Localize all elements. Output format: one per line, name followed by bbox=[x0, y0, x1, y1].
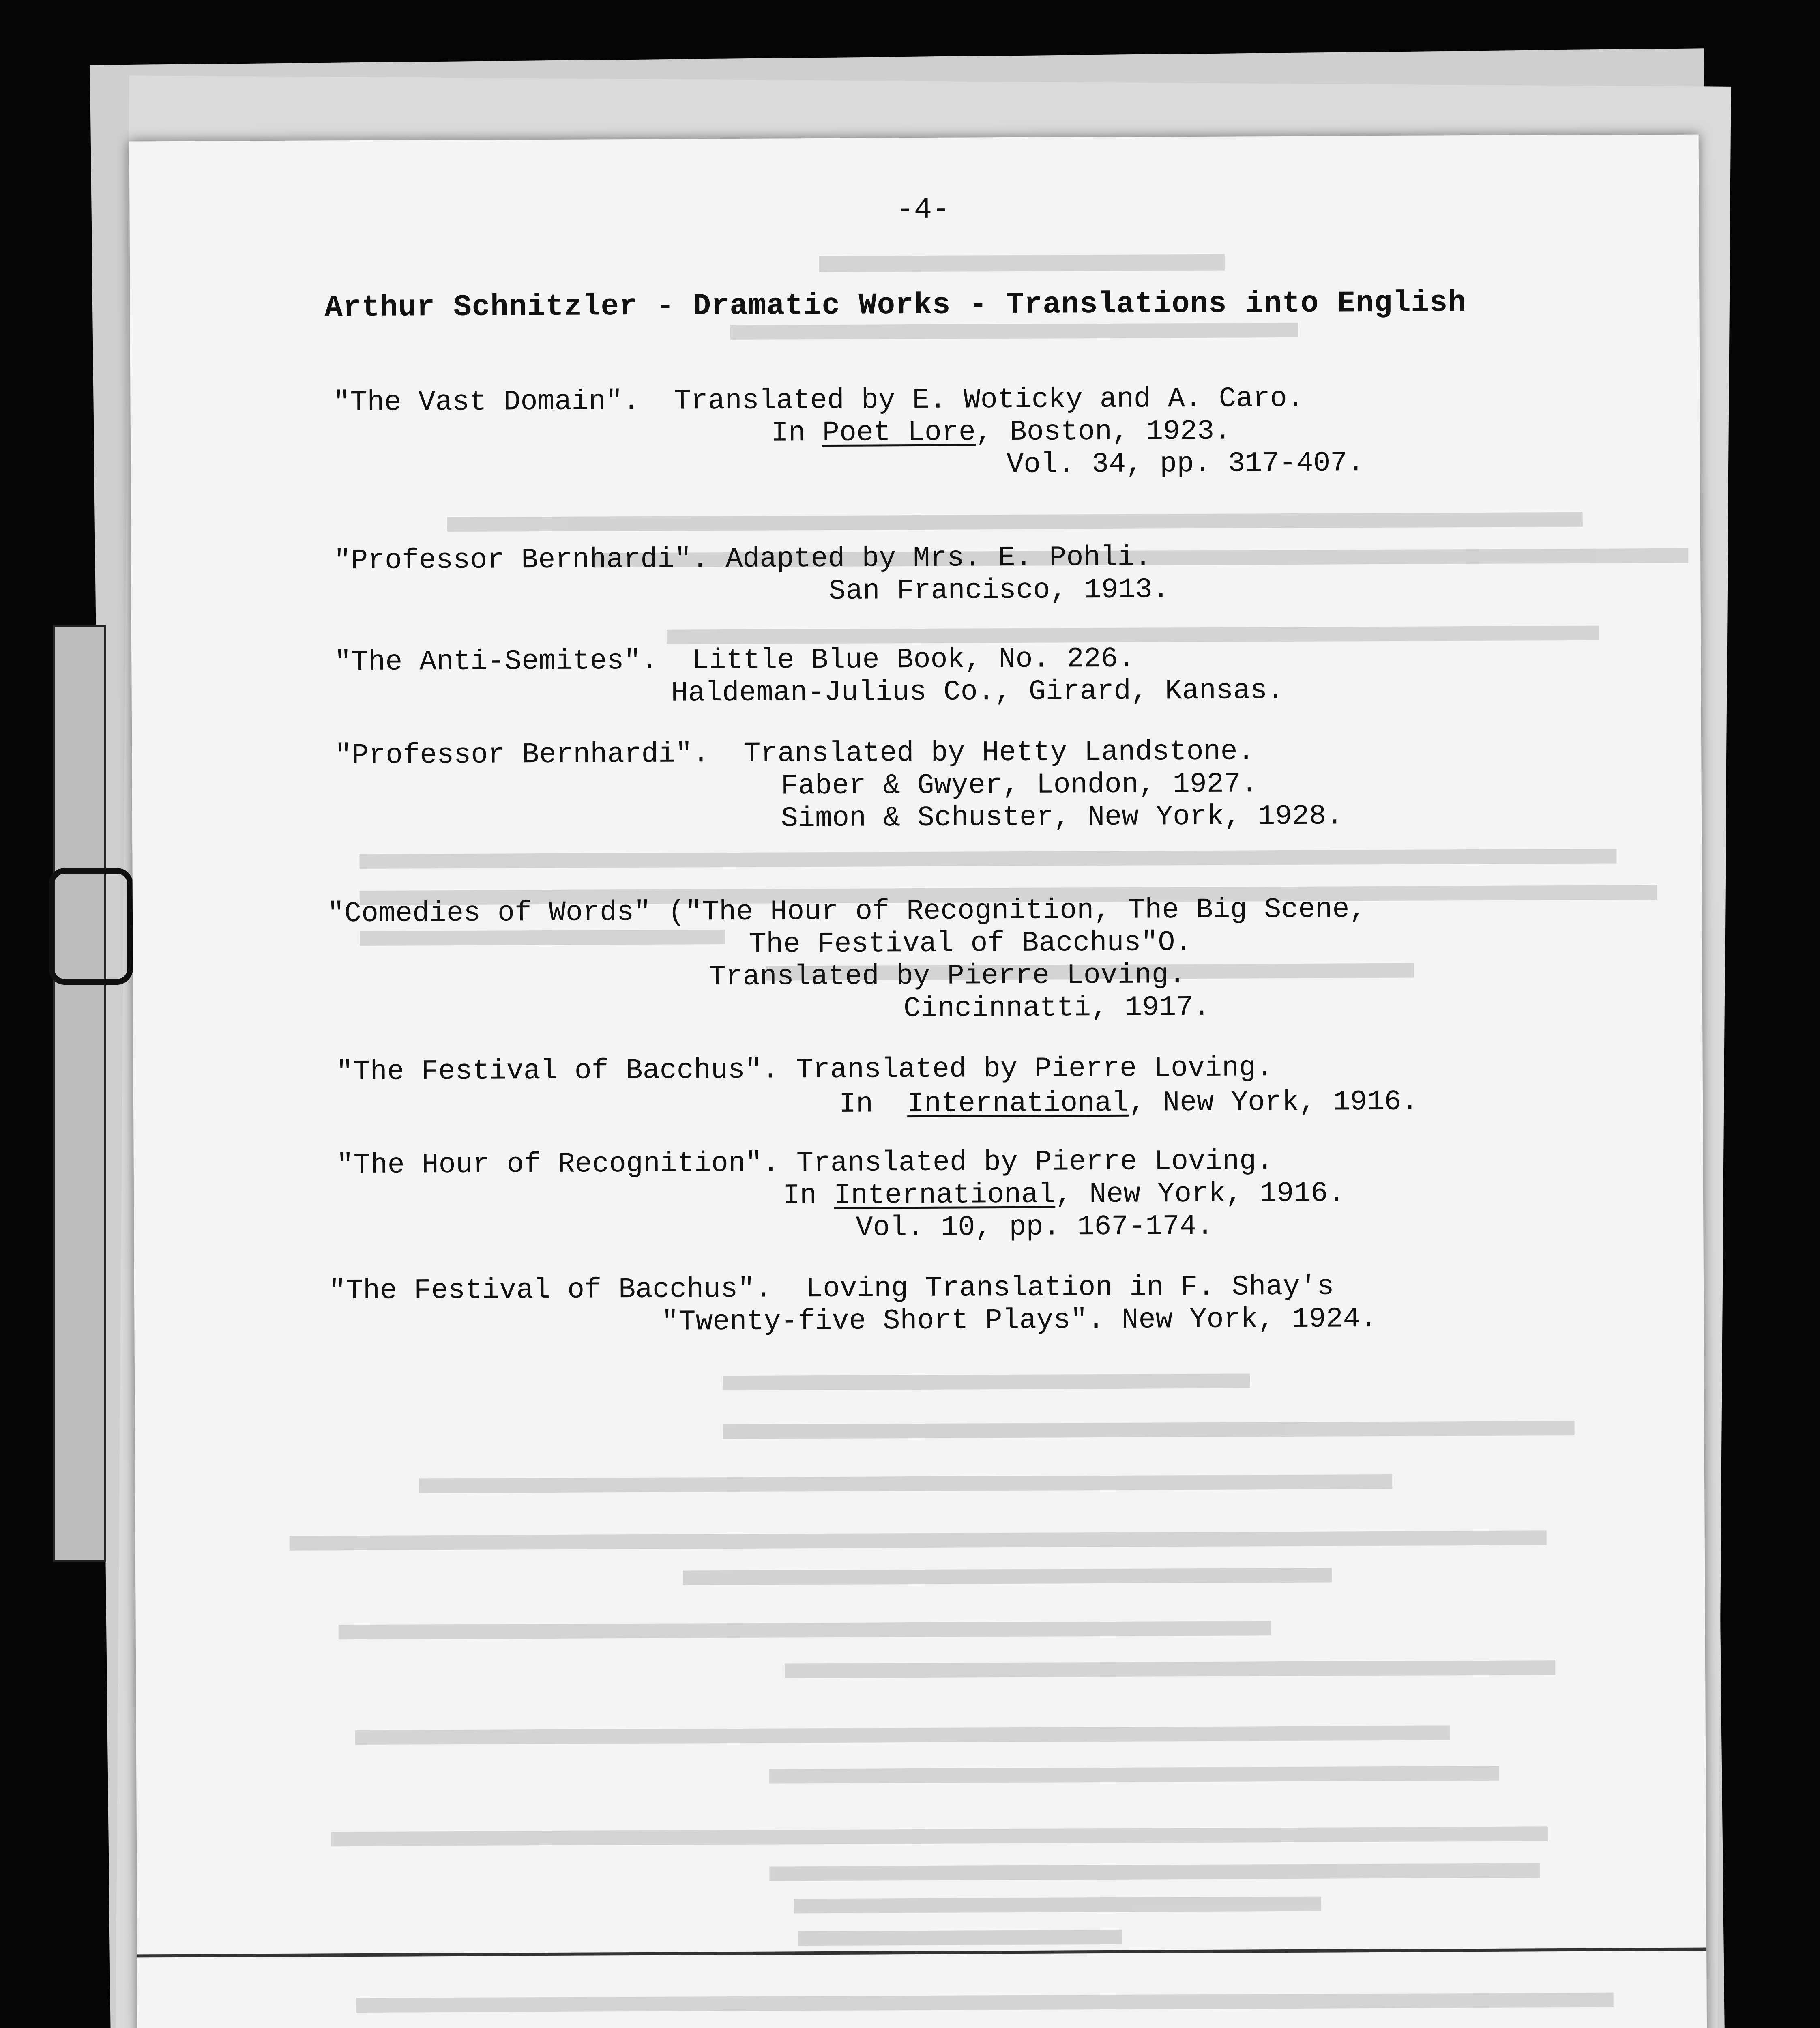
entry-line: Vol. 34, pp. 317-407. bbox=[1007, 447, 1365, 481]
entry-line: The Festival of Bacchus"O. bbox=[749, 927, 1192, 961]
document-heading: Arthur Schnitzler - Dramatic Works - Translations into English bbox=[324, 286, 1466, 325]
entry-line: In International, New York, 1916. bbox=[782, 1177, 1345, 1212]
entry-line: "The Hour of Recognition". Translated by Pierre Loving. bbox=[336, 1145, 1274, 1182]
typed-page bbox=[129, 135, 1708, 2028]
entry-line: Faber & Gwyer, London, 1927. bbox=[781, 768, 1258, 803]
entry-line: "Twenty-five Short Plays". New York, 1924. bbox=[661, 1303, 1377, 1338]
entry-line: Translated by Pierre Loving. bbox=[708, 959, 1186, 994]
entry-line: "The Festival of Bacchus". Loving Translation in F. Shay's bbox=[328, 1271, 1334, 1308]
paper-clip bbox=[49, 868, 133, 985]
entry-line: In Poet Lore, Boston, 1923. bbox=[771, 415, 1232, 450]
entry-line: "Professor Bernhardi". Adapted by Mrs. E. Pohli. bbox=[334, 541, 1152, 578]
page-number: -4- bbox=[896, 193, 950, 228]
entry-line: Haldeman-Julius Co., Girard, Kansas. bbox=[671, 675, 1285, 710]
entry-line: Vol. 10, pp. 167-174. bbox=[856, 1210, 1214, 1244]
entry-line: "Comedies of Words" ("The Hour of Recognition, The Big Scene, bbox=[327, 894, 1367, 930]
entry-line: "Professor Bernhardi". Translated by Hetty Landstone. bbox=[335, 736, 1255, 772]
entry-line: In International, New York, 1916. bbox=[839, 1086, 1419, 1121]
journal-title: Poet Lore bbox=[822, 417, 976, 450]
entry-line: "The Vast Domain". Translated by E. Woticky and A. Caro. bbox=[333, 382, 1305, 419]
entry-line: Cincinnatti, 1917. bbox=[903, 991, 1210, 1025]
entry-line: "The Anti-Semites". Little Blue Book, No. 226. bbox=[334, 643, 1135, 679]
folder-tab bbox=[53, 625, 106, 1562]
journal-title: International bbox=[907, 1087, 1129, 1121]
entry-line: Simon & Schuster, New York, 1928. bbox=[781, 800, 1344, 835]
entry-line: San Francisco, 1913. bbox=[828, 574, 1170, 608]
journal-title: International bbox=[833, 1179, 1056, 1212]
entry-line: "The Festival of Bacchus". Translated by Pierre Loving. bbox=[336, 1052, 1273, 1089]
